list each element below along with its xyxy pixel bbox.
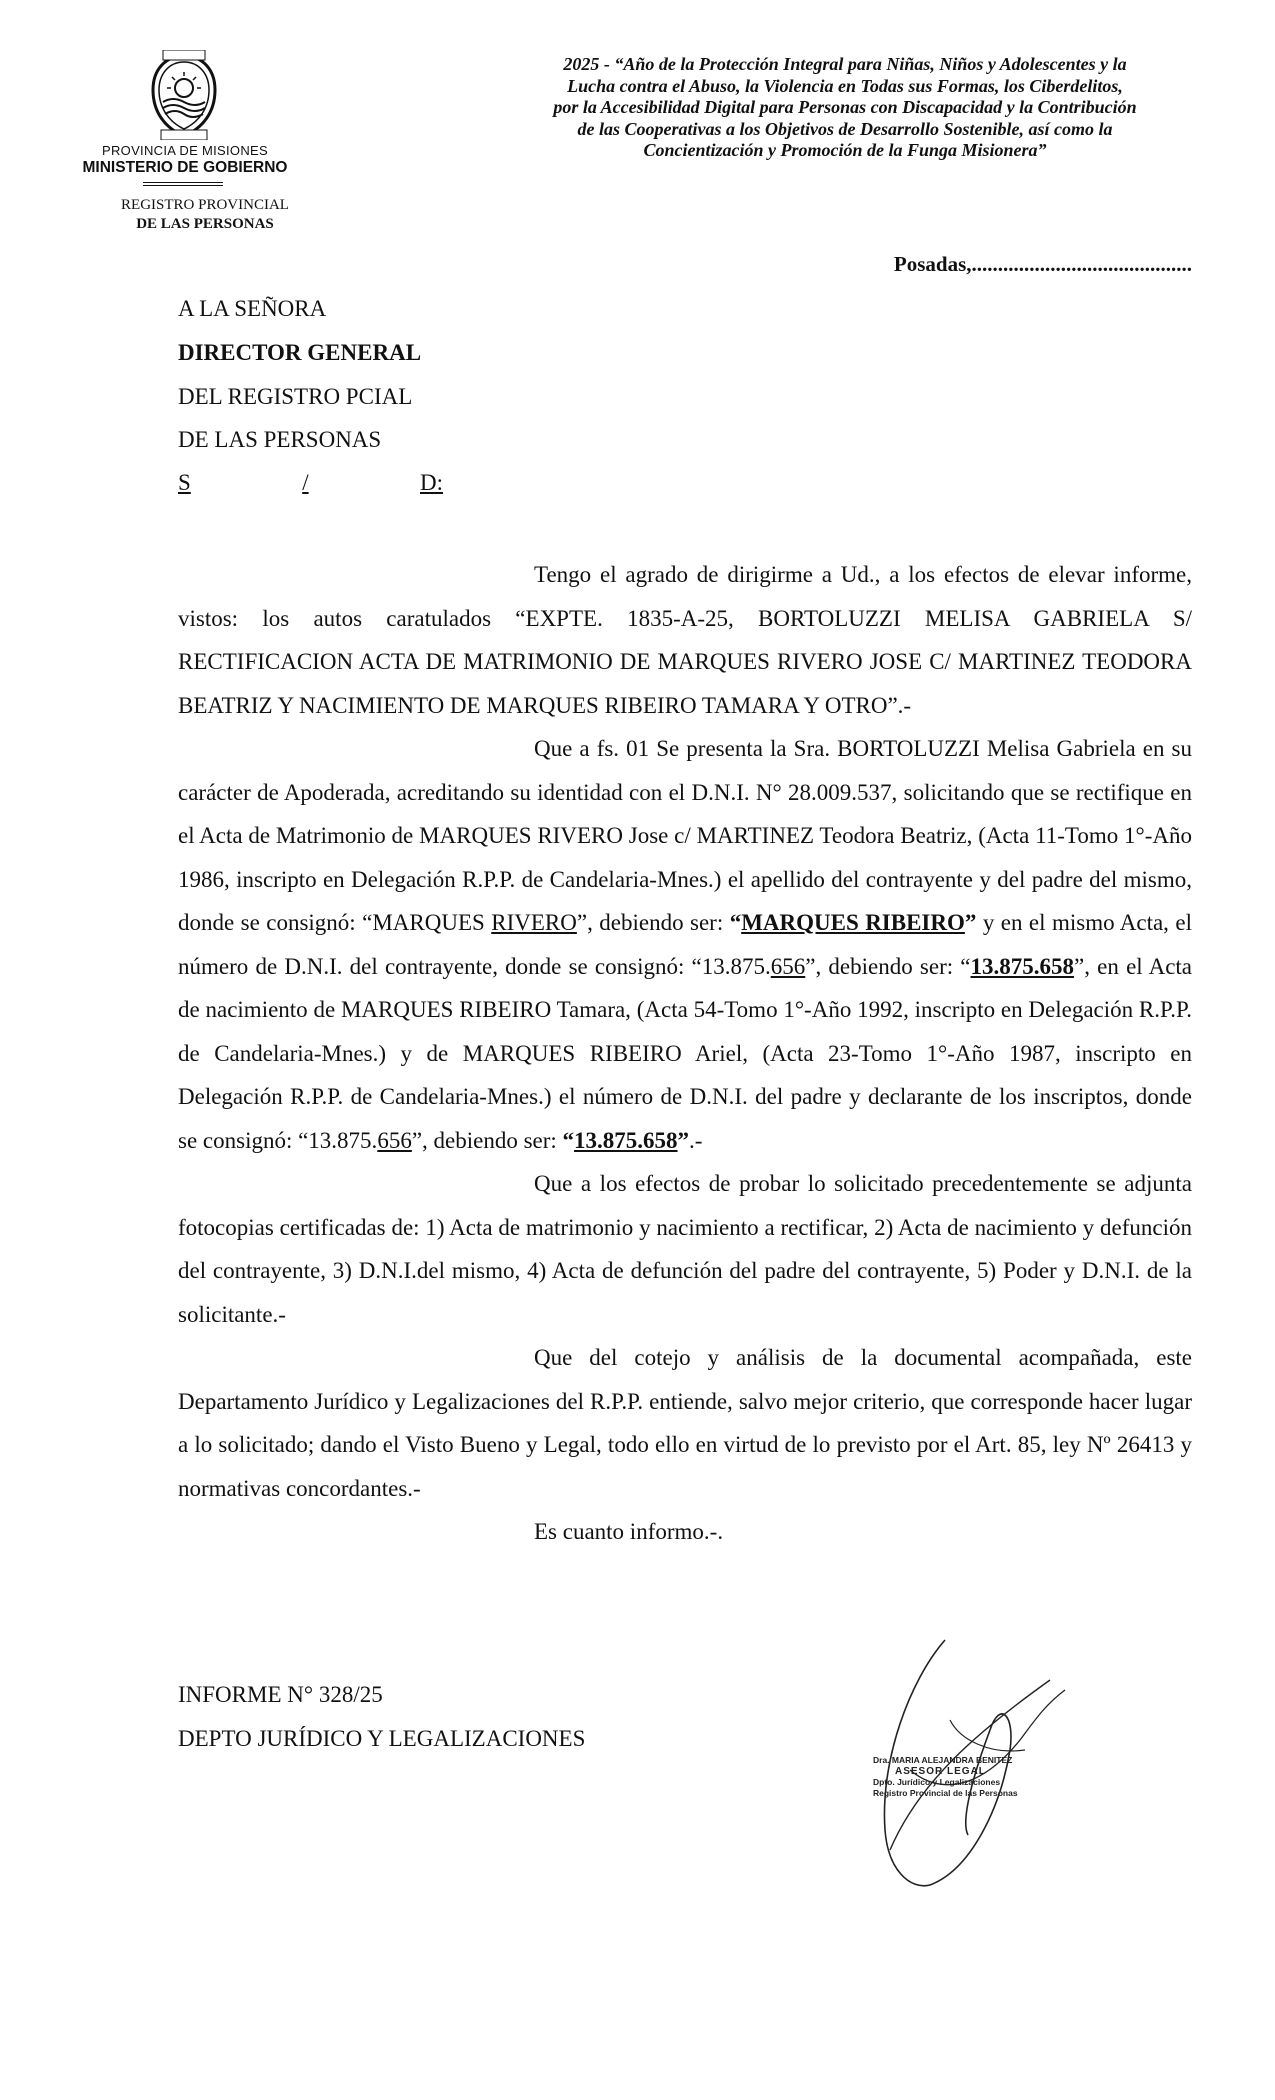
motto-line: Concientización y Promoción de la Funga Misionera”	[643, 140, 1047, 160]
stamp-role: ASESOR LEGAL	[895, 1766, 986, 1777]
quote: ”	[677, 1127, 690, 1153]
text: ”, debiendo ser:	[576, 910, 730, 935]
stamp-registry: Registro Provincial de las Personas	[873, 1788, 1018, 1798]
text: ”, en el Acta de nacimiento de MARQUES RIBEIRO Tamara, (Acta 54-Tomo 1°-Año 1992, inscripto en Delegación R.P.P. de Candelaria-Mnes.) y de MARQUES RIBEIRO Ariel, (Acta 23-Tomo 1°-Año 1987, inscripto en Delegación R.P.P. de Candelaria-Mnes.) el número de D.N.I. del padre y declarante de los inscriptos, donde se consignó: “13.875.	[178, 953, 1193, 1153]
recipient-title: DIRECTOR GENERAL	[178, 340, 422, 365]
paragraph-request	[178, 727, 1192, 1162]
recipient-line: A LA SEÑORA	[178, 296, 327, 321]
stamp-name: Dra. MARIA ALEJANDRA BENITEZ	[873, 1755, 1013, 1765]
header-divider	[143, 182, 223, 183]
quote: ”	[964, 910, 977, 935]
department-name: DEPTO JURÍDICO Y LEGALIZACIONES	[178, 1726, 586, 1751]
quote: “	[729, 910, 742, 935]
province-label: PROVINCIA DE MISIONES	[102, 143, 268, 158]
text: .-	[689, 1127, 703, 1153]
recipient-line: DEL REGISTRO PCIAL	[178, 384, 413, 409]
sd-slash: /	[302, 470, 309, 495]
sd-d: D:	[420, 470, 443, 495]
recipient-line: DE LAS PERSONAS	[178, 427, 382, 452]
paragraph-opinion: Que del cotejo y análisis de la documental acompañada, este Departamento Jurídico y Legalizaciones del R.P.P. entiende, salvo mejor criterio, que corresponde hacer lugar a lo solicitado; dando el Visto Bueno y Legal, todo ello en virtud de lo previsto por el Art. 85, ley Nº 26413 y normativas concordantes.-	[178, 1345, 1192, 1501]
header-divider	[143, 185, 223, 186]
corrected-dni: 13.875.658	[970, 953, 1075, 979]
registry-label: REGISTRO PROVINCIAL	[121, 197, 289, 213]
underlined-text: 656	[770, 953, 806, 979]
letter-body	[178, 553, 1192, 1554]
ministry-label: MINISTERIO DE GOBIERNO	[82, 159, 288, 176]
motto-line: por la Accesibilidad Digital para Personas con Discapacidad y la Contribución	[553, 97, 1137, 117]
text: Que a fs. 01 Se presenta la Sra. BORTOLUZZI Melisa Gabriela en su carácter de Apoderada, acreditando su identidad con el D.N.I. N° 28.009.537, solicitando que se rectifique en el Acta de Matrimonio de MARQUES RIVERO Jose c/ MARTINEZ Teodora Beatriz, (Acta 11-Tomo 1°-Año 1986, inscripto en Delegación R.P.P. de Candelaria-Mnes.) el apellido del contrayente y del padre del mismo, donde se consignó: “MARQUES	[178, 736, 1192, 935]
underlined-text: 656	[377, 1127, 412, 1153]
paragraph-intro: Tengo el agrado de dirigirme a Ud., a los efectos de elevar informe, vistos: los autos caratulados “EXPTE. 1835-A-25, BORTOLUZZI MELISA GABRIELA S/ RECTIFICACION ACTA DE MATRIMONIO DE MARQUES RIVERO JOSE C/ MARTINEZ TEODORA BEATRIZ Y NACIMIENTO DE MARQUES RIBEIRO TAMARA Y OTRO”.-	[178, 562, 1192, 718]
report-number: INFORME N° 328/25	[178, 1682, 383, 1707]
place-date: Posadas,..........................................	[893, 252, 1192, 276]
corrected-surname: MARQUES RIBEIRO	[741, 910, 965, 935]
year-motto	[490, 54, 1200, 162]
underlined-text: RIVERO	[491, 910, 577, 935]
registry-label: DE LAS PERSONAS	[136, 216, 274, 232]
motto-line: 2025 - “Año de la Protección Integral para Niñas, Niños y Adolescentes y la	[563, 54, 1127, 74]
sd-s: S	[178, 470, 191, 495]
text: ”, debiendo ser: “	[805, 953, 971, 979]
provincial-seal-icon	[145, 50, 223, 140]
su-despacho	[178, 470, 443, 496]
motto-line: de las Cooperativas a los Objetivos de Desarrollo Sostenible, así como la	[577, 118, 1113, 139]
text: y en el mismo Acta, el número de D.N.I. del contrayente, donde se consignó: “13.875.	[178, 910, 1192, 979]
text: ”, debiendo ser:	[411, 1127, 563, 1153]
paragraph-closing: Es cuanto informo.-.	[534, 1519, 724, 1544]
stamp-dept: Dpto. Jurídico y Legalizaciones	[873, 1777, 1001, 1787]
legal-advisor-stamp	[873, 1755, 1068, 1799]
quote: “	[562, 1127, 575, 1153]
motto-line: Lucha contra el Abuso, la Violencia en Todas sus Formas, los Ciberdelitos,	[567, 75, 1123, 96]
paragraph-attachments: Que a los efectos de probar lo solicitado precedentemente se adjunta fotocopias certificadas de: 1) Acta de matrimonio y nacimiento a rectificar, 2) Acta de nacimiento y defunción del contrayente, 3) D.N.I.del mismo, 4) Acta de defunción del padre del contrayente, 5) Poder y D.N.I. de la solicitante.-	[178, 1171, 1192, 1327]
corrected-dni: 13.875.658	[574, 1127, 678, 1153]
